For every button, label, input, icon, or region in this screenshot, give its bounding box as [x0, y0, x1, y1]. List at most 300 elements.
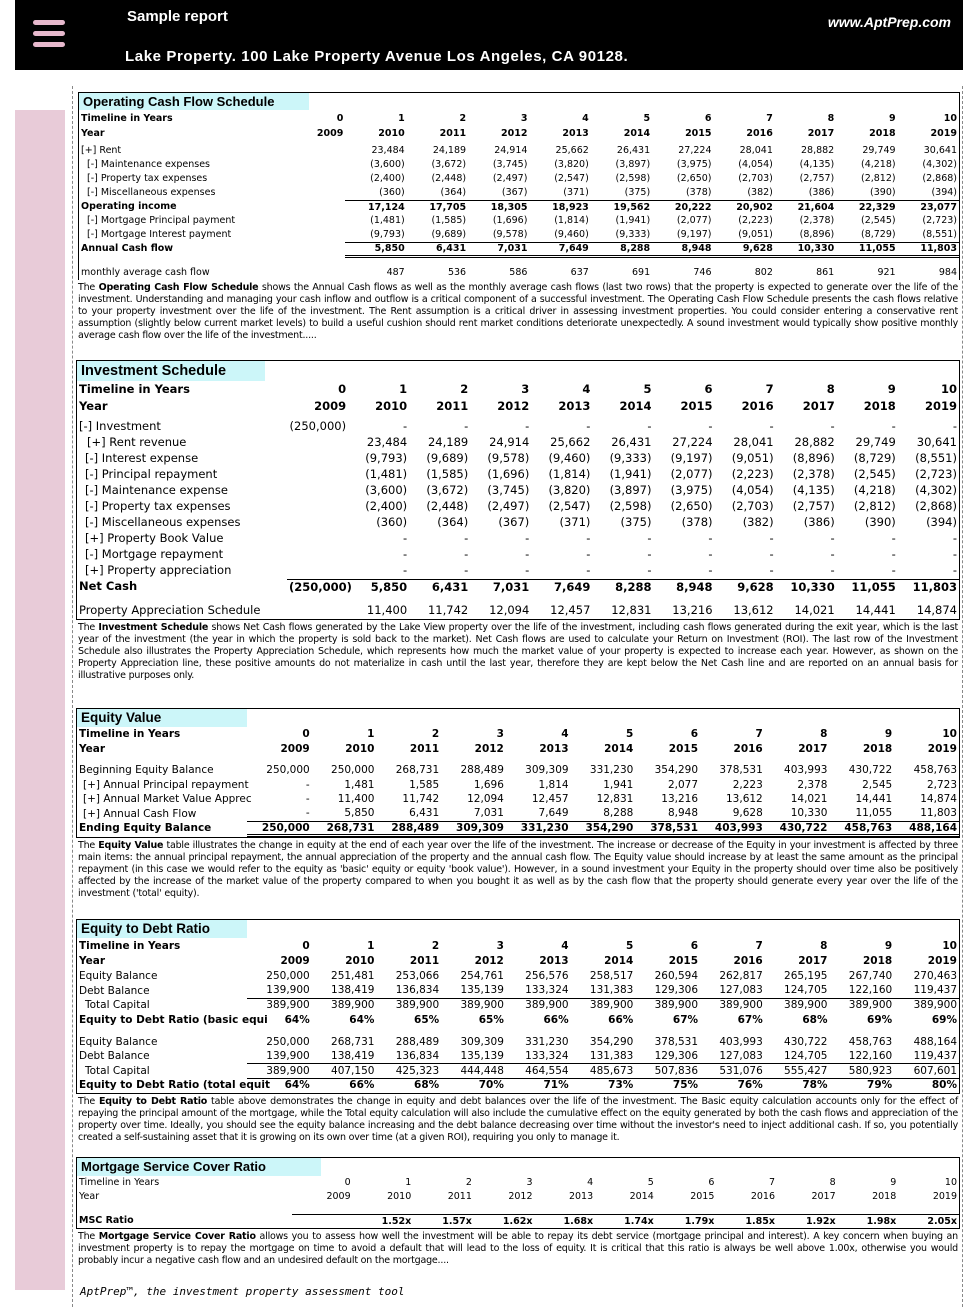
cell-value: (378) [652, 186, 713, 200]
table-row [77, 778, 959, 793]
table-row [77, 531, 959, 547]
timeline-value: 5 [647, 1177, 654, 1189]
cell-value: (4,135) [799, 159, 835, 171]
year-value: 2011 [439, 127, 467, 139]
table-row [77, 547, 959, 563]
cell-value: (3,672) [426, 483, 469, 498]
year-value: 2009 [316, 127, 344, 139]
cell-value: 9,628 [714, 242, 775, 256]
cell-value: (375) [620, 515, 652, 530]
cell-value: - [952, 419, 957, 434]
cell-value: 403,993 [700, 821, 765, 836]
cell-value: - [403, 563, 408, 577]
cell-value: - [708, 547, 713, 562]
row-label: [-] Mortgage repayment [85, 547, 224, 562]
cell-value: 138,419 [312, 1049, 377, 1064]
year-value: 2011 [436, 398, 469, 413]
cell-value: 18,923 [552, 201, 589, 213]
row-label: Year [79, 955, 106, 967]
cell-value: 10,330 [776, 579, 837, 595]
cell-value: 12,831 [596, 793, 634, 805]
year-value: 2014 [619, 398, 652, 413]
cell-value [284, 266, 345, 280]
cell-value: 67% [672, 1014, 699, 1027]
year-value: 2010 [378, 127, 405, 139]
cell-value: - [525, 419, 530, 434]
cell-value: 389,900 [266, 1064, 310, 1077]
cell-value: 8,948 [653, 579, 714, 595]
cell-value: - [830, 531, 835, 546]
row-label: MSC Ratio [79, 1215, 134, 1227]
year-value: 2016 [741, 398, 774, 413]
cell-value: 8,288 [592, 579, 653, 595]
cell-value: - [586, 531, 591, 546]
cell-value: 2,223 [732, 778, 763, 791]
cell-value: 68% [802, 1014, 828, 1027]
timeline-value: 6 [708, 1177, 715, 1189]
cell-value: (390) [864, 515, 896, 530]
cell-value: (3,820) [554, 159, 589, 171]
year-value: 2013 [558, 398, 591, 413]
cell-value: 746 [693, 267, 712, 279]
cell-value: 389,900 [784, 999, 828, 1012]
cell-value: 268,731 [312, 821, 377, 836]
row-label: [+] Rent revenue [87, 435, 187, 450]
cell-value: 331,230 [525, 1035, 569, 1048]
year-value: 2014 [629, 1191, 654, 1203]
cell-value: - [647, 419, 652, 434]
timeline-value: 8 [827, 112, 835, 124]
timeline-row [77, 1176, 959, 1190]
cell-value: 2,723 [926, 778, 957, 791]
cell-value: (8,551) [898, 228, 959, 242]
cell-value: (9,197) [652, 228, 713, 242]
cell-value: 9,628 [700, 807, 765, 822]
cell-value: 378,531 [654, 1035, 699, 1048]
year-value: 2011 [409, 955, 440, 967]
cell-value: 13,216 [661, 793, 699, 805]
cell-value [284, 214, 345, 228]
row-label: [+] Annual Market Value Apprec [83, 793, 252, 805]
cell-value: 270,463 [913, 970, 957, 982]
timeline-value: 9 [890, 1177, 897, 1189]
cell-value: (8,551) [915, 451, 957, 466]
cell-value: 5,850 [345, 242, 406, 256]
timeline-value: 9 [887, 381, 896, 396]
row-label: Annual Cash flow [81, 243, 174, 255]
timeline-value: 8 [820, 728, 828, 741]
cell-value: (1,696) [487, 467, 530, 482]
cell-value [284, 172, 345, 186]
cell-value: (382) [742, 515, 774, 530]
cell-value: 23,077 [920, 201, 957, 213]
cell-value: 14,874 [920, 793, 957, 805]
cell-value: (4,135) [792, 483, 835, 498]
cell-value: (1,481) [370, 215, 405, 227]
row-label: [-] Investment [79, 419, 161, 434]
cell-value: 135,139 [441, 984, 506, 999]
cell-value: (386) [803, 515, 835, 530]
cell-value: (1,814) [554, 215, 589, 227]
cell-value: (371) [559, 515, 591, 530]
cell-value: (3,897) [615, 159, 651, 171]
cell-value: 17,124 [368, 201, 405, 213]
row-label: Debt Balance [79, 1050, 150, 1062]
timeline-value: 9 [888, 112, 896, 124]
table-row [77, 821, 959, 836]
cell-value: 507,836 [654, 1064, 699, 1077]
timeline-value: 3 [496, 728, 504, 741]
cell-value: - [586, 419, 591, 434]
cell-value: 11,742 [427, 603, 469, 618]
cell-value: 389,900 [460, 999, 504, 1012]
cell-value: (2,547) [554, 173, 589, 185]
cell-value: 11,803 [898, 579, 959, 595]
year-row [77, 398, 959, 415]
cell-value: 331,230 [589, 764, 634, 776]
cell-value: 124,705 [765, 984, 830, 999]
operating-cash-flow-section [76, 92, 960, 344]
cell-value: - [891, 419, 896, 434]
table-row [77, 1013, 959, 1029]
row-label: Property Appreciation Schedule [79, 603, 261, 618]
timeline-value: 8 [820, 939, 828, 952]
year-value: 2019 [927, 743, 957, 756]
cell-value: 580,923 [848, 1064, 893, 1077]
cell-value: - [586, 563, 591, 577]
table-row [77, 984, 959, 999]
cell-value: - [830, 563, 835, 577]
cell-value: 250,000 [331, 764, 375, 776]
row-label: [-] Maintenance expense [85, 483, 228, 498]
cell-value: 20,222 [674, 201, 712, 213]
year-value: 2010 [345, 743, 375, 756]
row-label: Timeline in Years [79, 1177, 160, 1189]
cell-value: (1,941) [609, 467, 652, 482]
timeline-value: 2 [465, 1177, 472, 1189]
cell-value: - [247, 807, 312, 822]
table-row [79, 214, 959, 228]
year-row [77, 954, 959, 970]
cell-value: 331,230 [506, 821, 571, 836]
cell-value: - [647, 547, 652, 562]
timeline-value: 6 [704, 112, 712, 124]
row-label: Timeline in Years [79, 939, 181, 952]
cell-value: (394) [898, 186, 959, 200]
cell-value: - [464, 563, 469, 577]
cell-value: 14,441 [855, 603, 896, 618]
cell-value: (386) [775, 186, 836, 200]
cell-value: 7,649 [506, 807, 571, 822]
cell-value: 24,914 [489, 435, 530, 450]
timeline-value: 0 [338, 381, 347, 396]
cell-value: (9,051) [731, 451, 774, 466]
year-value: 2017 [807, 127, 835, 139]
section-title: Operating Cash Flow Schedule [79, 93, 309, 110]
year-value: 2012 [497, 398, 530, 413]
cell-value: 1.92x [777, 1214, 838, 1228]
cell-value: 30,641 [916, 435, 957, 450]
timeline-value: 10 [944, 1177, 957, 1189]
report-header [15, 0, 963, 70]
cell-value: 69% [867, 1014, 893, 1027]
cell-value: 389,900 [525, 999, 569, 1012]
cell-value: (367) [498, 515, 530, 530]
cell-value: - [464, 419, 469, 434]
row-label: monthly average cash flow [81, 267, 210, 279]
timeline-value: 5 [626, 939, 634, 952]
cell-value: 309,309 [525, 764, 569, 776]
cell-value: 1.74x [595, 1214, 656, 1228]
cell-value [284, 228, 345, 242]
year-value: 2018 [872, 1191, 897, 1203]
cell-value [287, 603, 348, 619]
year-value: 2009 [280, 955, 310, 967]
year-value: 2012 [474, 743, 504, 756]
section-title: Mortgage Service Cover Ratio [77, 1158, 321, 1176]
cell-value: 12,831 [611, 603, 652, 618]
year-value: 2019 [924, 398, 957, 413]
cell-value: 458,763 [913, 764, 957, 776]
cell-value: 265,195 [784, 970, 828, 982]
cell-value: (2,650) [676, 173, 712, 185]
cell-value: (2,223) [731, 467, 774, 482]
cell-value: (2,547) [548, 499, 591, 514]
cell-value: (4,054) [738, 159, 773, 171]
cell-value: 251,481 [331, 970, 375, 982]
cell-value [292, 1214, 353, 1228]
cell-value: - [769, 547, 774, 562]
timeline-value: 8 [829, 1177, 836, 1189]
timeline-value: 0 [344, 1177, 351, 1189]
row-label: Year [79, 743, 106, 756]
cell-value: (2,545) [860, 215, 896, 227]
cell-value: 7,649 [529, 242, 590, 256]
cell-value: 18,305 [490, 201, 528, 213]
year-value: 2012 [474, 955, 504, 967]
cell-value: - [952, 563, 957, 577]
timeline-value: 2 [460, 381, 469, 396]
footer-tagline: AptPrep™, the investment property assessment tool [80, 1285, 405, 1298]
cell-value: 464,554 [525, 1064, 569, 1077]
timeline-value: 3 [526, 1177, 533, 1189]
cell-value: 389,900 [848, 999, 893, 1012]
row-label: Total Capital [85, 999, 150, 1011]
table-row [77, 969, 959, 984]
cell-value: 536 [447, 267, 467, 279]
cell-value: 70% [441, 1078, 506, 1093]
year-value: 2013 [568, 1191, 594, 1203]
cell-value: (2,400) [370, 173, 405, 185]
cell-value: - [891, 531, 896, 546]
cell-value: (1,481) [365, 467, 408, 482]
cell-value: (9,197) [670, 451, 713, 466]
row-label: [+] Property appreciation [85, 563, 232, 578]
cell-value: - [830, 547, 835, 562]
cell-value: 250,000 [266, 970, 310, 982]
cell-value: 267,740 [848, 970, 893, 982]
table-row [77, 419, 959, 435]
cell-value: (9,689) [426, 451, 469, 466]
cell-value: 555,427 [784, 1064, 828, 1077]
menu-icon[interactable] [33, 20, 65, 50]
cell-value: 984 [938, 267, 957, 279]
cell-value: 127,083 [700, 984, 765, 999]
section-description: The Mortgage Service Cover Ratio allows you to assess how well the investment will be able to repay its debt service (mortgage principal and interest). A key concern when buying an investment property is to repay the mortgage on time to avoid a default that will lead to the loss of equity. It is critical that this ratio is always be well above 1.00x, otherwise you would probably incur a negative cash flow and an undesired default on the mortgage.... [78, 1231, 958, 1266]
cell-value: 28,882 [800, 145, 835, 157]
cell-value: (2,868) [915, 499, 957, 514]
cell-value: 73% [571, 1078, 636, 1093]
timeline-value: 8 [826, 381, 835, 396]
timeline-value: 1 [398, 112, 405, 124]
table-row [77, 451, 959, 467]
cell-value: 78% [765, 1078, 830, 1093]
year-value: 2015 [668, 743, 699, 756]
table-row [79, 228, 959, 242]
cell-value: 309,309 [460, 1035, 504, 1048]
table-row [77, 467, 959, 483]
timeline-value: 6 [690, 939, 699, 952]
cell-value: 133,324 [506, 1049, 571, 1064]
timeline-value: 7 [768, 1177, 775, 1189]
timeline-value: 1 [367, 939, 375, 952]
cell-value: 29,749 [862, 145, 896, 157]
row-label: [+] Annual Principal repayment [83, 778, 249, 791]
row-label: Ending Equity Balance [79, 822, 212, 834]
timeline-value: 10 [940, 381, 957, 396]
cell-value: 430,722 [848, 764, 893, 776]
equity-to-debt-section [76, 919, 960, 1146]
cell-value: (3,745) [487, 483, 530, 498]
row-label: [-] Mortgage Principal payment [87, 215, 236, 227]
cell-value: - [525, 531, 530, 546]
cell-value: 11,742 [402, 793, 440, 805]
year-value: 2010 [375, 398, 408, 413]
year-value: 2016 [733, 743, 763, 756]
cell-value: 133,324 [506, 984, 571, 999]
cell-value: 250,000 [266, 1035, 310, 1048]
section-title: Equity Value [77, 709, 247, 727]
cell-value: 444,448 [460, 1064, 504, 1077]
row-label: Timeline in Years [81, 112, 173, 124]
cell-value: 24,914 [494, 145, 528, 157]
cell-value: 25,662 [550, 435, 591, 450]
cell-value: - [952, 531, 957, 546]
year-value: 2017 [802, 398, 835, 413]
cell-value: - [952, 547, 957, 562]
equity-value-section [76, 708, 960, 902]
cell-value: (394) [926, 515, 957, 530]
cell-value: 13,216 [672, 603, 713, 618]
timeline-value: 4 [561, 939, 569, 952]
timeline-value: 2 [431, 939, 440, 952]
cell-value: 17,705 [429, 201, 467, 213]
table-row [77, 515, 959, 531]
timeline-value: 0 [336, 112, 344, 124]
cell-value: 27,224 [678, 145, 712, 157]
timeline-value: 1 [405, 1177, 412, 1189]
cell-value: 30,641 [923, 145, 957, 157]
cell-value: 1,696 [473, 778, 504, 791]
section-description: The Investment Schedule shows Net Cash flows generated by the Lake View property over the life of the investment, including cash flows generated during the exit year, which is the last year of the investment (the year in which the property is sold back to the market). Net Cash flows are used to calculate your Return on Investment (ROI). The last row of the Investment Schedule also illustrates the Property Appreciation Schedule, which represents how much the market value of your property is expected to increase each year. However, as shown on the Property Appreciation line, these positive amounts do not materialize in cash until the last year, therefore they are kept below the Net Cash line and are reported on an annual basis for illustrative purposes only. [78, 622, 958, 681]
cell-value: 119,437 [894, 984, 959, 999]
cell-value: 12,457 [531, 793, 569, 805]
cell-value: 861 [816, 267, 835, 279]
investment-schedule-table [77, 381, 959, 619]
equity-value-table [77, 727, 959, 837]
cell-value: (1,814) [548, 467, 591, 482]
year-row [77, 1190, 959, 1204]
cell-value: 288,489 [376, 821, 441, 836]
cell-value: 80% [894, 1078, 959, 1093]
cell-value: 14,874 [916, 603, 957, 618]
cell-value: - [769, 531, 774, 546]
cell-value: 14,441 [855, 793, 893, 805]
cell-value: (2,757) [792, 499, 835, 514]
cell-value: - [305, 778, 310, 791]
cell-value: 2.05x [898, 1214, 959, 1228]
timeline-value: 9 [884, 728, 893, 741]
table-row [79, 158, 959, 172]
cell-value: (2,598) [615, 173, 651, 185]
cell-value: (2,378) [799, 215, 835, 227]
year-value: 2018 [869, 127, 896, 139]
cell-value: 1.52x [353, 1214, 414, 1228]
timeline-value: 9 [884, 939, 893, 952]
cell-value: - [525, 547, 530, 562]
year-value: 2010 [387, 1191, 412, 1203]
row-label: [-] Interest expense [85, 451, 199, 466]
cell-value: 25,662 [555, 145, 589, 157]
cell-value: 389,900 [331, 999, 375, 1012]
site-link[interactable]: www.AptPrep.com [827, 14, 951, 30]
cell-value: 354,290 [654, 764, 699, 776]
year-value: 2013 [539, 743, 569, 756]
cell-value: (1,941) [615, 215, 651, 227]
cell-value: - [464, 547, 469, 562]
cell-value: 485,673 [589, 1064, 634, 1077]
timeline-value: 10 [943, 112, 957, 124]
cell-value: 7,031 [441, 807, 506, 822]
cell-value: (2,703) [738, 173, 773, 185]
cell-value: 637 [570, 267, 589, 279]
cell-value: (9,793) [365, 451, 408, 466]
year-value: 2018 [863, 398, 896, 413]
cell-value: 425,323 [395, 1064, 440, 1077]
timeline-value: 0 [302, 939, 310, 952]
cell-value [284, 242, 345, 256]
timeline-value: 1 [367, 728, 375, 741]
cell-value: - [891, 547, 896, 562]
timeline-value: 3 [520, 112, 528, 124]
cell-value [287, 451, 348, 467]
cell-value: - [769, 563, 774, 577]
table-row [77, 763, 959, 778]
section-description: The Operating Cash Flow Schedule shows the Annual Cash flows as well as the monthly average cash flows (last two rows) that the property is expected to generate over the life of the investment. Understanding and managing your cash inflow and outflow is a critical component of a successful investment. The Operating Cash Flow Schedule presents the cash flows relative to your property investment over the life of the investment. The Rent assumption is a critical driver in assessing investment properties. You could consider entering a conservative rent assumption (slightly below current market levels) to build a useful cushion should rent market conditions deteriorate unexpectedly. A sound investment would typically show positive monthly average cash flow over the life of the investment..... [78, 282, 959, 341]
cell-value: 2,077 [667, 778, 699, 791]
cell-value: 11,803 [894, 807, 959, 822]
cell-value: (367) [468, 186, 529, 200]
cell-value: 14,021 [794, 603, 835, 618]
spacer-row [77, 595, 959, 603]
cell-value: 29,749 [855, 435, 896, 450]
cell-value: - [708, 563, 713, 577]
cell-value: (2,400) [365, 499, 408, 514]
operating-cash-flow-table [79, 111, 959, 280]
timeline-row [77, 938, 959, 954]
cell-value: 258,517 [589, 970, 634, 982]
spacer-row [79, 256, 959, 266]
